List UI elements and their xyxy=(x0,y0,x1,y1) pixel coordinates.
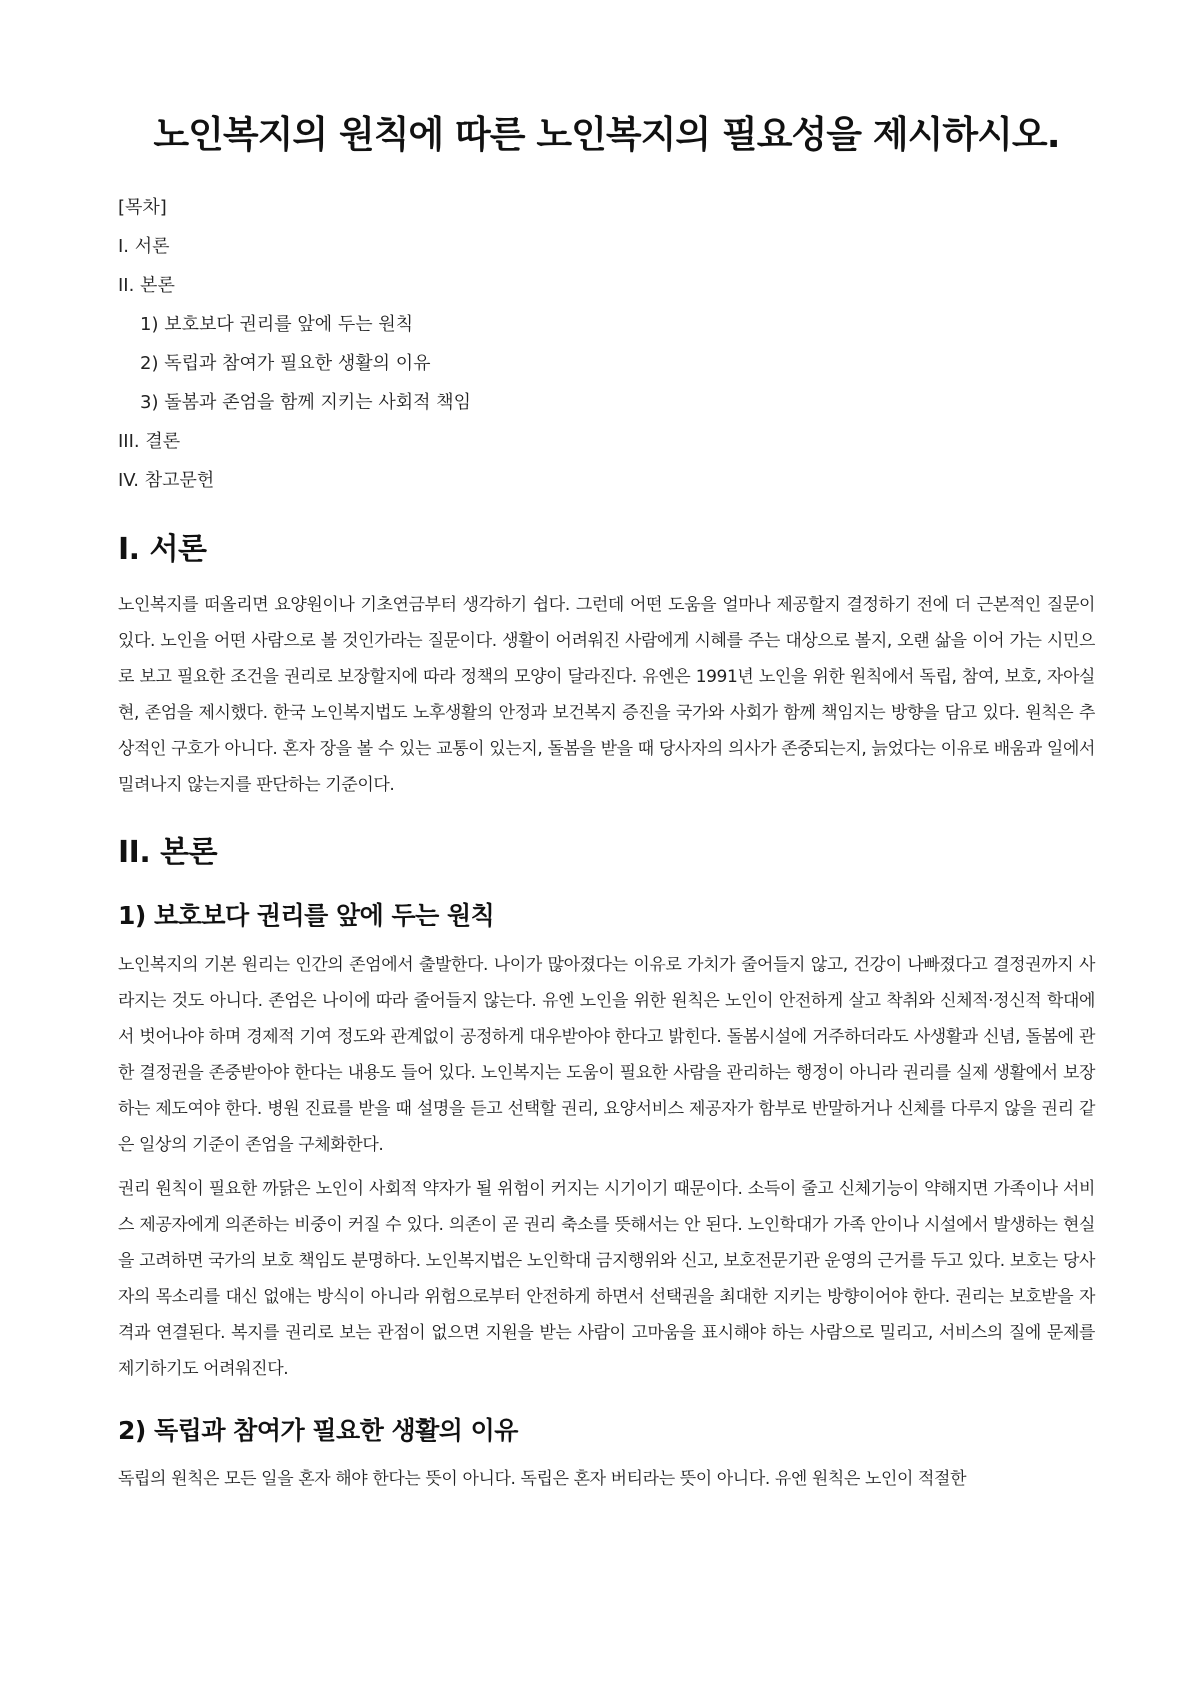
intro-paragraph: 노인복지를 떠올리면 요양원이나 기초연금부터 생각하기 쉽다. 그런데 어떤 도움을 얼마나 제공할지 결정하기 전에 더 근본적인 질문이 있다. 노인을 어떤 사람으로 볼 것인가라는 질문이다. 생활이 어려워진 사람에게 시혜를 주는 대상으로 볼지, 오랜 삶을 이어 가는 시민으로 보고 필요한 조건을 권리로 보장할지에 따라 정책의 모양이 달라진다. 유엔은 1991년 노인을 위한 원칙에서 독립, 참여, 보호, 자아실현, 존엄을 제시했다. 한국 노인복지법도 노후생활의 안정과 보건복지 증진을 국가와 사회가 함께 책임지는 방향을 담고 있다. 원칙은 추상적인 구호가 아니다. 혼자 장을 볼 수 있는 교통이 있는지, 돌봄을 받을 때 당사자의 의사가 존중되는지, 늙었다는 이유로 배움과 일에서 밀려나지 않는지를 판단하는 기준이다. xyxy=(118,595,1095,796)
toc-item-body-1: 1) 보호보다 권리를 앞에 두는 원칙 xyxy=(140,314,414,336)
subsection-heading-rights: 1) 보호보다 권리를 앞에 두는 원칙 xyxy=(118,901,495,931)
independence-paragraph-1: 독립의 원칙은 모든 일을 혼자 해야 한다는 뜻이 아니다. 독립은 혼자 버티라는 뜻이 아니다. 유엔 원칙은 노인이 적절한 xyxy=(118,1469,967,1490)
table-of-contents xyxy=(118,188,1095,500)
toc-item-body: II. 본론 xyxy=(118,275,175,297)
section-heading-body: II. 본론 xyxy=(118,835,218,871)
toc-heading: [목차] xyxy=(118,197,167,219)
toc-item-intro: I. 서론 xyxy=(118,236,170,258)
toc-item-body-2: 2) 독립과 참여가 필요한 생활의 이유 xyxy=(140,353,431,375)
toc-item-conclusion: III. 결론 xyxy=(118,431,181,453)
subsection-heading-independence: 2) 독립과 참여가 필요한 생활의 이유 xyxy=(118,1415,518,1445)
toc-item-body-3: 3) 돌봄과 존엄을 함께 지키는 사회적 책임 xyxy=(140,392,472,414)
rights-paragraph-1: 노인복지의 기본 원리는 인간의 존엄에서 출발한다. 나이가 많아졌다는 이유로 가치가 줄어들지 않고, 건강이 나빠졌다고 결정권까지 사라지는 것도 아니다. 존엄은 나이에 따라 줄어들지 않는다. 유엔 노인을 위한 원칙은 노인이 안전하게 살고 착취와 신체적·정신적 학대에서 벗어나야 하며 경제적 기여 정도와 관계없이 공정하게 대우받아야 한다고 밝힌다. 돌봄시설에 거주하더라도 사생활과 신념, 돌봄에 관한 결정권을 존중받아야 한다는 내용도 들어 있다. 노인복지는 도움이 필요한 사람을 관리하는 행정이 아니라 권리를 실제 생활에서 보장하는 제도여야 한다. 병원 진료를 받을 때 설명을 듣고 선택할 권리, 요양서비스 제공자가 함부로 반말하거나 신체를 다루지 않을 권리 같은 일상의 기준이 존엄을 구체화한다. xyxy=(118,954,1095,1155)
rights-paragraph-2: 권리 원칙이 필요한 까닭은 노인이 사회적 약자가 될 위험이 커지는 시기이기 때문이다. 소득이 줄고 신체기능이 약해지면 가족이나 서비스 제공자에게 의존하는 비중이 커질 수 있다. 의존이 곧 권리 축소를 뜻해서는 안 된다. 노인학대가 가족 안이나 시설에서 발생하는 현실을 고려하면 국가의 보호 책임도 분명하다. 노인복지법은 노인학대 금지행위와 신고, 보호전문기관 운영의 근거를 두고 있다. 보호는 당사자의 목소리를 대신 없애는 방식이 아니라 위험으로부터 안전하게 하면서 선택권을 최대한 지키는 방향이어야 한다. 권리는 보호받을 자격과 연결된다. 복지를 권리로 보는 관점이 없으면 지원을 받는 사람이 고마움을 표시해야 하는 사람으로 밀리고, 서비스의 질에 문제를 제기하기도 어려워진다. xyxy=(118,1178,1095,1379)
document-title: 노인복지의 원칙에 따른 노인복지의 필요성을 제시하시오. xyxy=(153,113,1060,156)
toc-item-references: IV. 참고문헌 xyxy=(118,470,215,492)
section-heading-intro: I. 서론 xyxy=(118,532,207,568)
